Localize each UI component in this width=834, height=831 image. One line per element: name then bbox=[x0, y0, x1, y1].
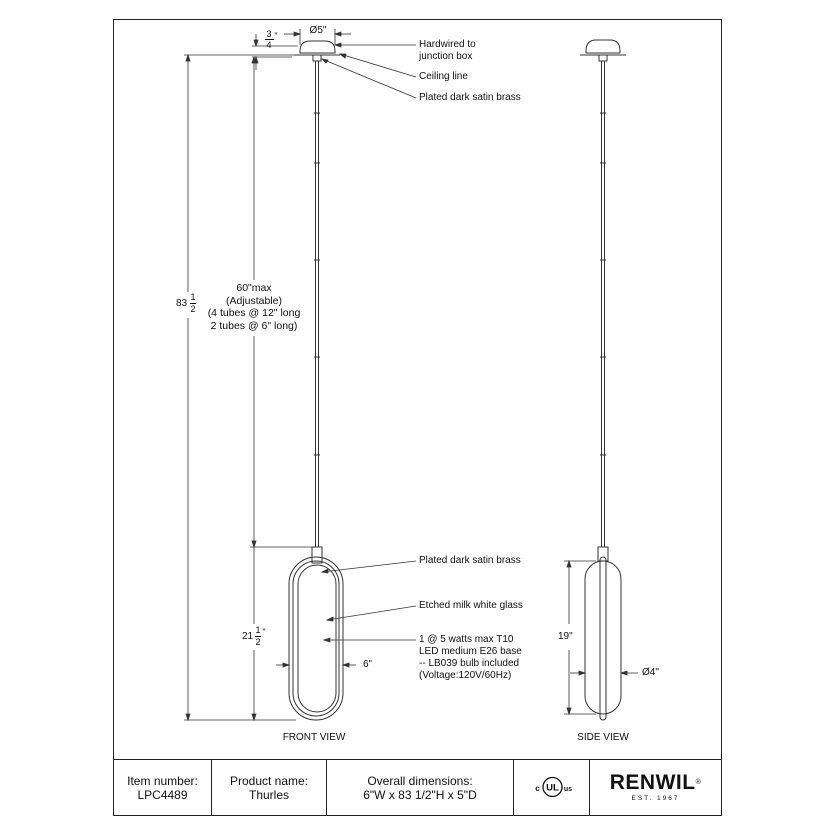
callout-bulb-line: (Voltage:120V/60Hz) bbox=[419, 670, 512, 681]
product-name-label: Product name: bbox=[229, 773, 309, 788]
product-name-value: Thurles bbox=[248, 787, 289, 802]
side-glass bbox=[585, 561, 621, 714]
fixture-height-denominator: 2 bbox=[255, 637, 261, 647]
overall-dimensions-value: 6"W x 83 1/2"H x 5"D bbox=[363, 787, 477, 802]
stem-note-line: 60"max bbox=[198, 282, 310, 295]
fixture-width-label: 6" bbox=[363, 659, 373, 670]
sheet-border bbox=[114, 20, 722, 816]
callout-hardwired-line: Hardwired to bbox=[419, 39, 476, 50]
overall-height-denominator: 2 bbox=[190, 304, 196, 314]
front-brass-loop-outer bbox=[289, 557, 343, 720]
side-view-title: SIDE VIEW bbox=[577, 732, 629, 743]
item-number-label: Item number: bbox=[127, 773, 198, 788]
overall-height-whole: 83 bbox=[176, 298, 188, 309]
title-cell-item bbox=[114, 759, 211, 816]
overall-height-numerator: 1 bbox=[190, 292, 196, 302]
brand-registered-mark: ® bbox=[695, 779, 702, 786]
callout-hardwired-line: junction box bbox=[419, 51, 473, 62]
stem-note-line: (4 tubes @ 12" long bbox=[198, 307, 310, 320]
title-cell-dimensions bbox=[327, 759, 513, 816]
side-view-drawing bbox=[580, 40, 626, 720]
brand-logo-word bbox=[610, 772, 702, 794]
front-dimension-lines bbox=[184, 29, 356, 720]
cert-mark-ul: UL bbox=[546, 782, 559, 794]
fixture-height-whole: 21 bbox=[242, 631, 254, 642]
callout-bulb-line: LED medium E26 base bbox=[419, 646, 522, 657]
side-brass-hub bbox=[598, 547, 608, 561]
stem-note-line: 2 tubes @ 6" long) bbox=[198, 320, 310, 333]
item-number-value: LPC4489 bbox=[137, 787, 188, 802]
callout-bulb-line: -- LB039 bulb included bbox=[419, 658, 520, 669]
canopy-height-denominator: 4 bbox=[266, 40, 272, 50]
front-canopy bbox=[300, 41, 335, 53]
side-dimension-lines bbox=[564, 561, 638, 714]
fixture-height-unit: " bbox=[262, 627, 266, 637]
callout-plated-top: Plated dark satin brass bbox=[419, 92, 521, 103]
brand-logo bbox=[590, 759, 721, 816]
front-view-title: FRONT VIEW bbox=[282, 732, 346, 743]
side-canopy bbox=[586, 40, 620, 53]
stem-length-note bbox=[198, 282, 310, 332]
callout-hardwired bbox=[419, 39, 476, 63]
brand-established: EST. 1967 bbox=[631, 795, 680, 802]
side-diameter-label: Ø4" bbox=[642, 667, 659, 678]
callout-bulb bbox=[419, 634, 522, 682]
front-callout-leaders bbox=[322, 43, 416, 642]
front-brass-loop-inner bbox=[293, 561, 339, 716]
cert-mark-us: us bbox=[563, 786, 573, 793]
cul-us-certification-icon bbox=[530, 770, 575, 804]
callout-ceiling-line: Ceiling line bbox=[419, 71, 468, 82]
canopy-diameter-label: Ø5" bbox=[309, 25, 327, 36]
callout-plated-bottom: Plated dark satin brass bbox=[419, 555, 521, 566]
canopy-height-numerator: 3 bbox=[266, 29, 272, 39]
side-height-label: 19" bbox=[558, 631, 573, 642]
side-brass-band bbox=[600, 557, 606, 720]
front-stem-mount bbox=[313, 55, 321, 61]
cert-mark-c: c bbox=[535, 784, 540, 793]
callout-glass: Etched milk white glass bbox=[419, 600, 523, 611]
callout-bulb-line: 1 @ 5 watts max T10 bbox=[419, 634, 514, 645]
overall-dimensions-label: Overall dimensions: bbox=[367, 773, 473, 788]
fixture-height-numerator: 1 bbox=[255, 625, 261, 635]
brand-name: RENWIL bbox=[609, 771, 696, 794]
stem-note-line: (Adjustable) bbox=[198, 295, 310, 308]
title-cell-product bbox=[212, 759, 326, 816]
canopy-height-unit: " bbox=[274, 31, 278, 41]
side-stem-mount bbox=[599, 55, 607, 61]
front-view-drawing bbox=[289, 41, 343, 720]
